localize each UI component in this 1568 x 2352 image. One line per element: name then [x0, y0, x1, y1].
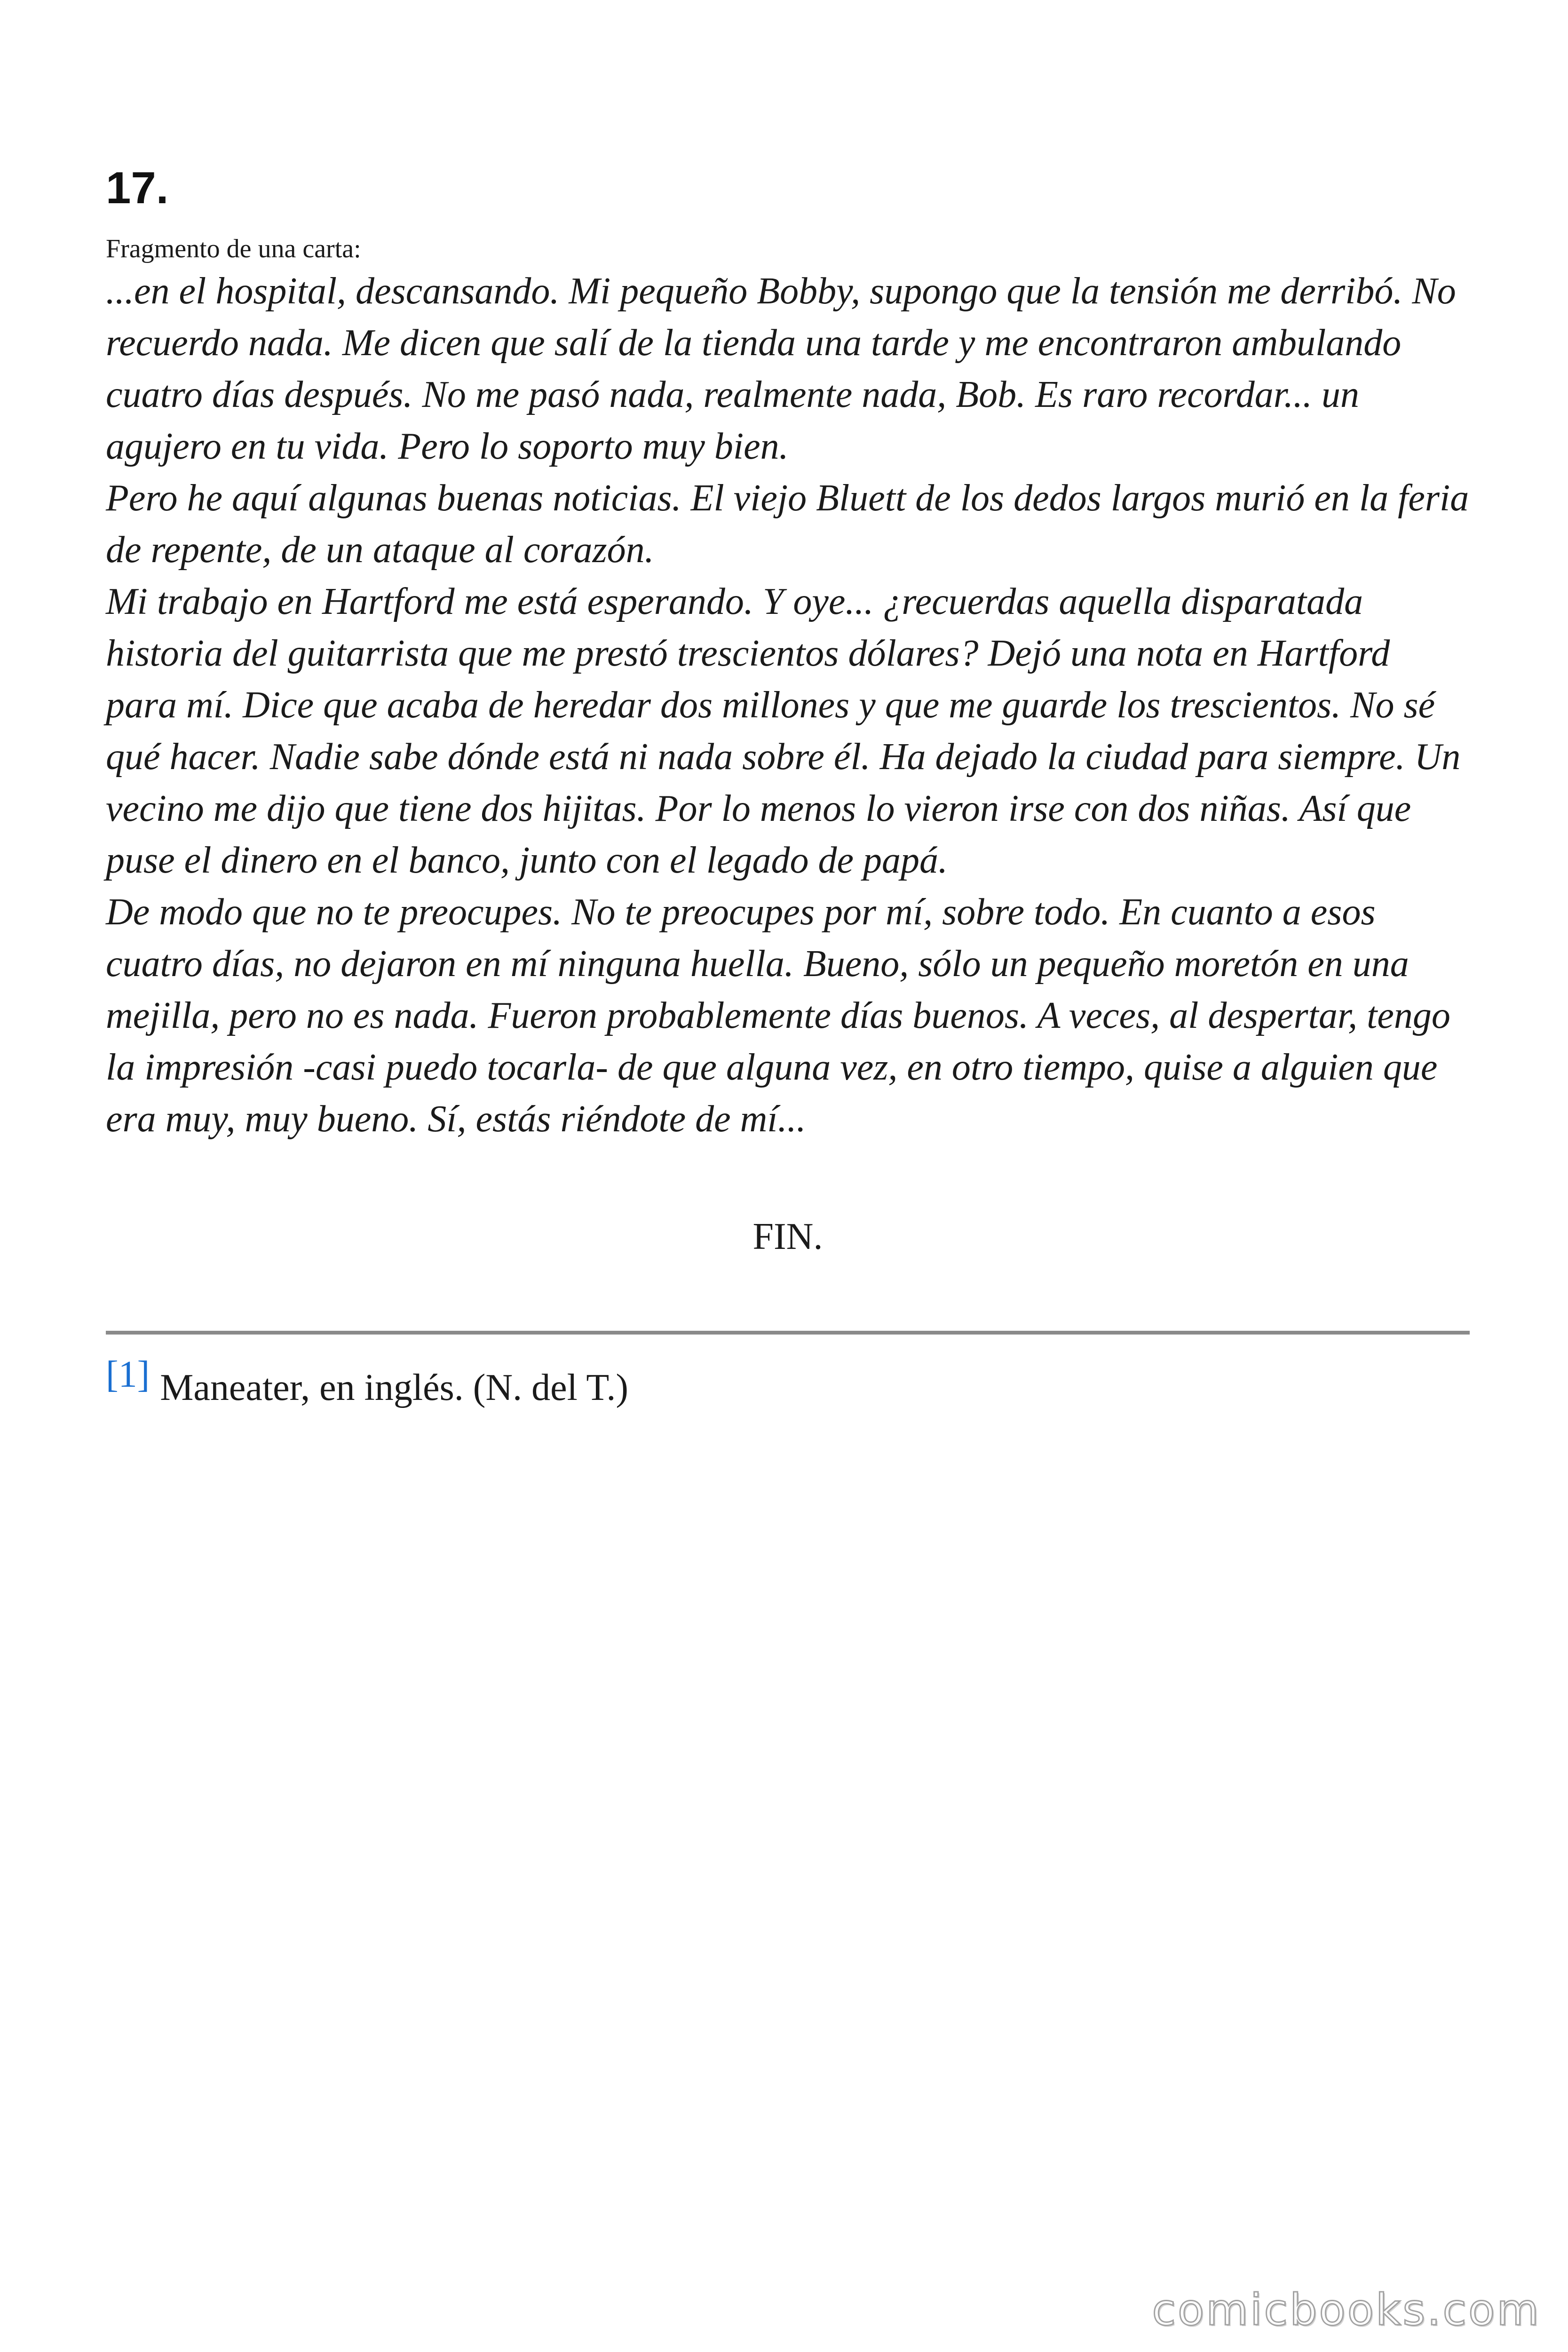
watermark-logo: comicbooks.com: [1152, 2285, 1541, 2335]
footnote-text: Maneater, en inglés. (N. del T.): [160, 1367, 628, 1408]
page-content: [106, 160, 1470, 1414]
chapter-number: 17.: [106, 163, 169, 213]
letter-paragraph: Mi trabajo en Hartford me está esperando. Y oye... ¿recuerdas aquella disparatada historia del guitarrista que me prestó trescientos dólares? Dejó una nota en Hartford para mí. Dice que acaba de heredar dos millones y que me guarde los trescientos. No sé qué hacer. Nadie sabe dónde está ni nada sobre él. Ha dejado la ciudad para siempre. Un vecino me dijo que tiene dos hijitas. Por lo menos lo vieron irse con dos niñas. Así que puse el dinero en el banco, junto con el legado de papá.: [106, 581, 1461, 881]
letter-paragraph: Pero he aquí algunas buenas noticias. El viejo Bluett de los dedos largos murió en la feria de repente, de un ataque al corazón.: [106, 477, 1469, 571]
fragment-label: Fragmento de una carta:: [106, 234, 361, 263]
footnote: [106, 1349, 1470, 1414]
footnote-ref-link[interactable]: [1]: [106, 1354, 150, 1395]
letter-paragraph: De modo que no te preocupes. No te preocupes por mí, sobre todo. En cuanto a esos cuatro días, no dejaron en mí ninguna huella. Bueno, sólo un pequeño moretón en una mejilla, pero no es nada. Fueron probablemente días buenos. A veces, al despertar, tengo la impresión -casi puedo tocarla- de que alguna vez, en otro tiempo, quise a alguien que era muy, muy bueno. Sí, estás riéndote de mí...: [106, 891, 1450, 1140]
letter-paragraph: ...en el hospital, descansando. Mi pequeño Bobby, supongo que la tensión me derribó. No recuerdo nada. Me dicen que salí de la tienda una tarde y me encontraron ambulando cuatro días después. No me pasó nada, realmente nada, Bob. Es raro recordar... un agujero en tu vida. Pero lo soporto muy bien.: [106, 270, 1456, 467]
footnote-divider: [106, 1331, 1470, 1335]
end-text: FIN.: [752, 1216, 823, 1257]
letter-body: [106, 265, 1470, 1145]
